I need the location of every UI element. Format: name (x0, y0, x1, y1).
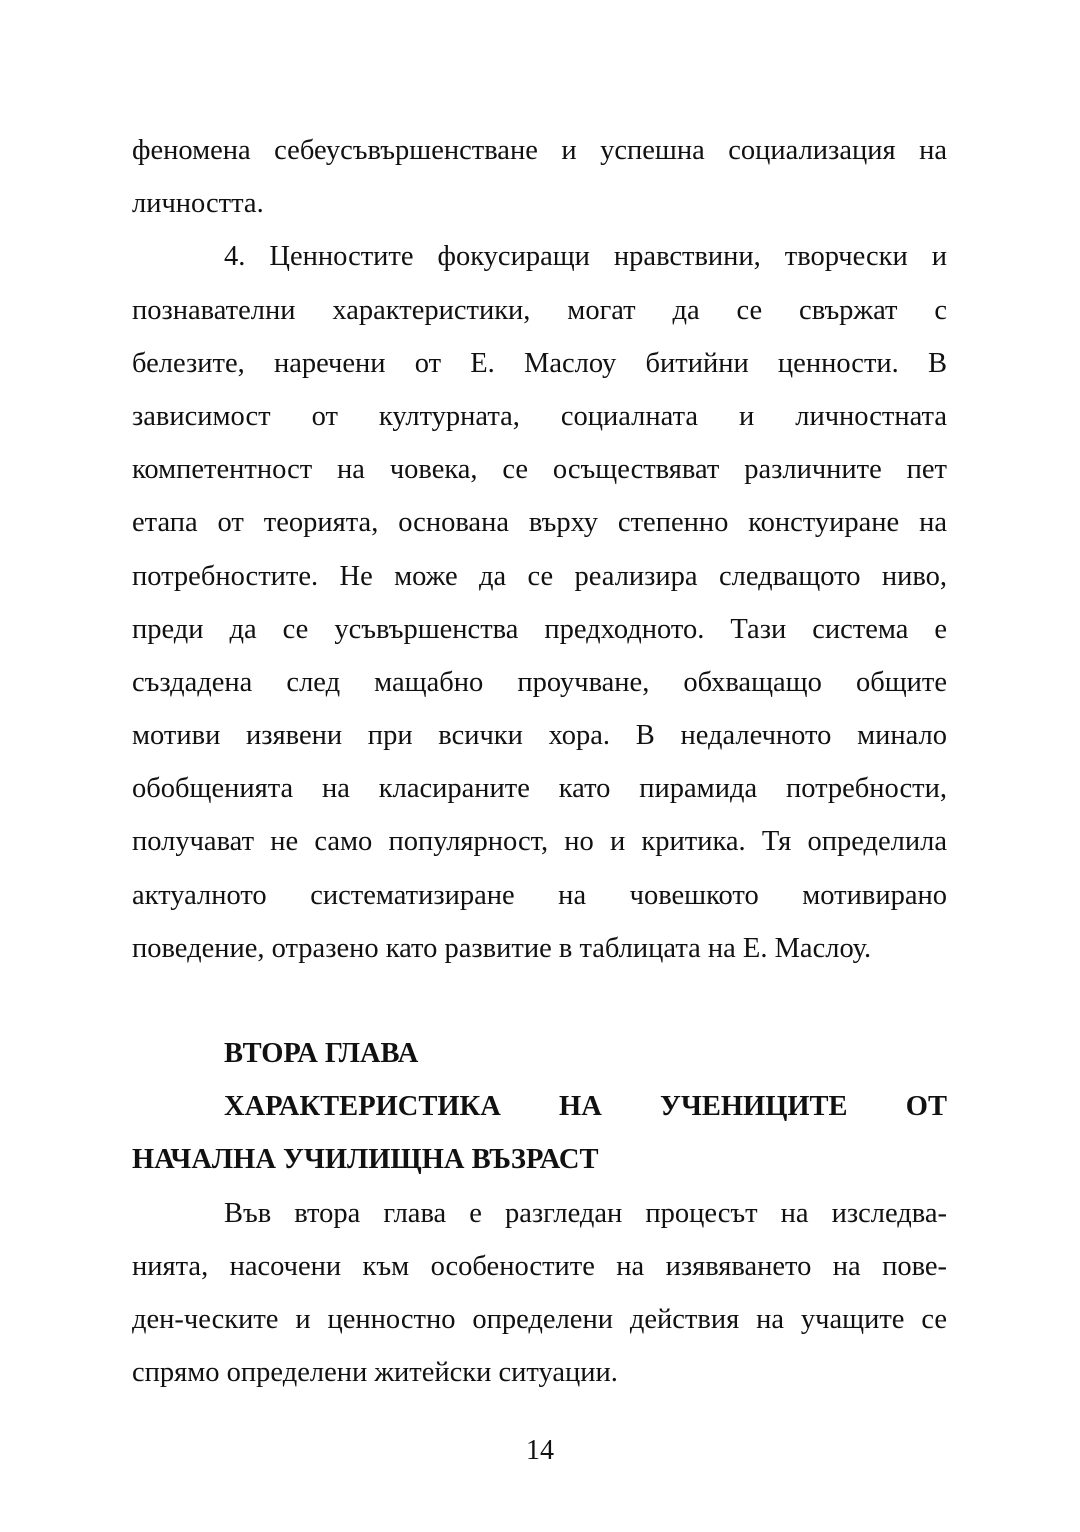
text-line: зависимост от културната, социалната и личностната (132, 400, 947, 432)
chapter-heading (132, 1027, 947, 1187)
text-line: Във втора глава е разгледан процесът на изследва- (224, 1197, 947, 1229)
paragraph-continuation (132, 124, 947, 230)
section-spacer (132, 975, 947, 1027)
text-line: нията, насочени към особеностите на изявяването на пове- (132, 1250, 947, 1282)
text-line: преди да се усъвършенства предходното. Тази система е (132, 613, 947, 645)
text-line: мотиви изявени при всички хора. В недалечното минало (132, 720, 947, 752)
text-line: 4. Ценностите фокусиращи нравствини, творчески и (224, 241, 947, 273)
text-line: белезите, наречени от Е. Маслоу битийни ценности. В (132, 347, 947, 379)
text-line: обобщенията на класираните като пирамида потребности, (132, 773, 947, 805)
text-line: ден-ческите и ценностно определени действия на учащите се (132, 1303, 947, 1335)
chapter-label: ВТОРА ГЛАВА (224, 1038, 419, 1069)
text-line: създадена след мащабно проучване, обхващащо общите (132, 666, 947, 698)
text-line: познавателни характеристики, могат да се свържат с (132, 294, 947, 326)
text-line: поведение, отразено като развитие в таблицата на Е. Маслоу. (132, 932, 872, 964)
paragraph-chapter-intro (132, 1187, 947, 1400)
paragraph-values-maslow (132, 230, 947, 975)
page-body (132, 124, 947, 1399)
text-line: получават не само популярност, но и критика. Тя определила (132, 826, 947, 858)
text-line: етапа от теорията, основана върху степенно констуиране на (132, 507, 947, 539)
text-line: актуалното систематизиране на човешкото мотивирано (132, 879, 947, 911)
text-line: компетентност на човека, се осъществяват различните пет (132, 454, 947, 486)
text-line: спрямо определени житейски ситуации. (132, 1357, 618, 1389)
page-number: 14 (526, 1435, 554, 1466)
chapter-title-line: НАЧАЛНА УЧИЛИЩНА ВЪЗРАСТ (132, 1144, 599, 1176)
chapter-title-line: ХАРАКТЕРИСТИКА НА УЧЕНИЦИТЕ ОТ (224, 1091, 947, 1123)
text-line: феномена себеусъвършенстване и успешна социализация на (132, 135, 947, 166)
text-line: личността. (132, 188, 264, 220)
text-line: потребностите. Не може да се реализира следващото ниво, (132, 560, 947, 592)
